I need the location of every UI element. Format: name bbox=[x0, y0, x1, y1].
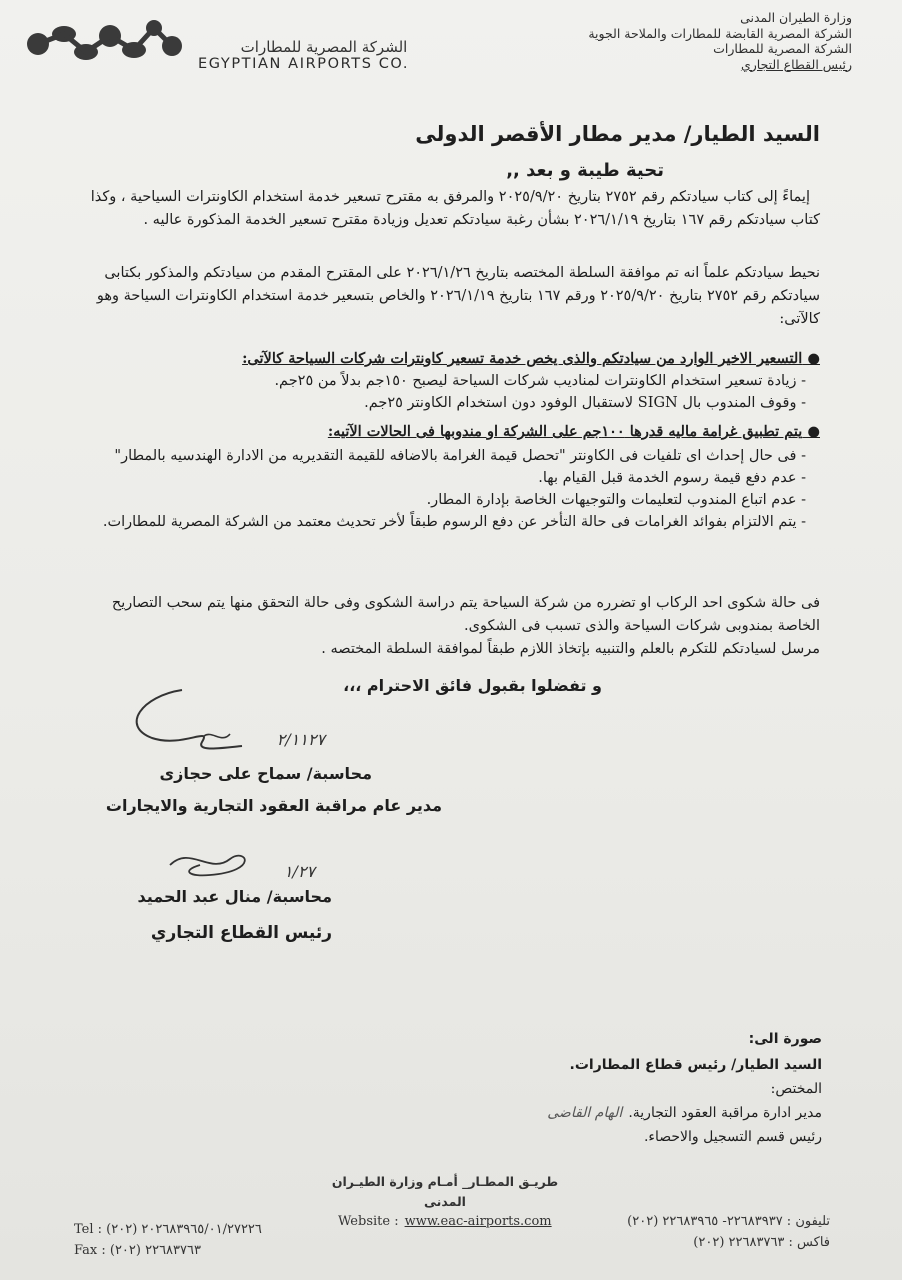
signatory-name: محاسبة/ سماح على حجازى bbox=[159, 764, 372, 783]
egyptian-airports-logo-icon bbox=[26, 14, 186, 66]
bullet-heading-pricing: ● التسعير الاخير الوارد من سيادتكم والذى يخص خدمة تسعير كاونترات شركات السياحة كالآتى: bbox=[242, 350, 820, 367]
header-line: رئيس القطاع التجاري bbox=[740, 56, 852, 72]
logo-english-text: EGYPTIAN AIRPORTS CO. bbox=[198, 56, 410, 72]
list-item: - عدم اتباع المندوب لتعليمات والتوجيهات الخاصة بإدارة المطار. bbox=[426, 492, 806, 508]
footer-phone-arabic: تليفون : ٢٢٦٨٣٩٣٧- ٢٢٦٨٣٩٦٥ (٢٠٢) bbox=[627, 1214, 830, 1229]
signatory-title: مدير عام مراقبة العقود التجارية والايجارات bbox=[105, 796, 442, 815]
website-link[interactable]: www.eac-airports.com bbox=[404, 1214, 552, 1229]
pricing-list bbox=[86, 370, 806, 414]
addressee: السيد الطيار/ مدير مطار الأقصر الدولى bbox=[415, 122, 820, 146]
signature-date: ١/٢٧ bbox=[283, 862, 315, 881]
header-authority-block bbox=[522, 10, 852, 72]
copy-recipient: مدير ادارة مراقبة العقود التجارية.الهام القاضى bbox=[547, 1105, 822, 1121]
header-line: وزارة الطيران المدنى bbox=[740, 10, 852, 25]
header-line: الشركة المصرية القابضة للمطارات والملاحة الجوية bbox=[588, 25, 852, 41]
copies-label: صورة الى: bbox=[748, 1031, 822, 1047]
list-item: - زيادة تسعير استخدام الكاونترات لمناديب شركات السياحة ليصبح ١٥٠جم بدلاً من ٢٥جم. bbox=[274, 373, 806, 389]
footer-website: Website : www.eac-airports.com bbox=[338, 1214, 552, 1229]
logo-arabic-text: الشركة المصرية للمطارات bbox=[240, 38, 408, 56]
greeting: تحية طيبة و بعد ,, bbox=[506, 160, 664, 181]
list-item: - فى حال إحداث اى تلفيات فى الكاونتر "تحصل قيمة الغرامة بالاضافه للقيمة التقديريه من الادارة الهندسيه بالمطار" bbox=[114, 448, 806, 464]
signature-date: ٢/١١٢٧ bbox=[276, 730, 325, 749]
list-item: - عدم دفع قيمة رسوم الخدمة قبل القيام بها. bbox=[538, 470, 806, 486]
complaints-text: فى حالة شكوى احد الركاب او تضرره من شركة السياحة يتم دراسة الشكوى وفى حالة التحقق منها يتم سحب التصاريح الخاصة بمندوبى شركات السياحة والذى تسبب فى الشكوى. bbox=[111, 595, 820, 634]
handwritten-note: الهام القاضى bbox=[547, 1105, 623, 1121]
paragraph-complaints bbox=[75, 592, 820, 661]
paragraph-reference: إيماءً إلى كتاب سيادتكم رقم ٢٧٥٢ بتاريخ ٢٠٢٥/٩/٢٠ والمرفق به مقترح تسعير خدمة استخدام الكاونترات السياحية ، وكذا كتاب سيادتكم رقم ١٦٧ بتاريخ ٢٠٢٦/١/١٩ بشأن رغبة سيادتكم تعديل وزيادة مقترح تسعير الخدمة المذكورة عاليه . bbox=[90, 189, 820, 228]
paragraph-approval: نحيط سيادتكم علماً انه تم موافقة السلطة المختصه بتاريخ ٢٠٢٦/١/٢٦ على المقترح المقدم من سيادتكم والمذكور بكتابى سيادتكم رقم ٢٧٥٢ بتاريخ ٢٠٢٥/٩/٢٠ ورقم ١٦٧ بتاريخ ٢٠٢٦/١/١٩ والخاص بتسعير خدمة استخدام الكاونترات السياحة وهو كالآتى: bbox=[96, 265, 820, 327]
footer-address: طريـق المطـار_ أمـام وزارة الطيـران المدنى bbox=[331, 1174, 559, 1209]
footer-phone-english: Tel : (٢٠٢) ٢٠٢٦٨٣٩٦٥/٠١/٢٧٢٢٦ bbox=[74, 1222, 262, 1237]
signature-scribble-icon bbox=[112, 686, 332, 766]
bullet-heading-fines: ● يتم تطبيق غرامة ماليه قدرها ١٠٠جم على الشركة او مندوبها فى الحالات الآتيه: bbox=[327, 423, 820, 440]
copy-recipient: رئيس قسم التسجيل والاحصاء. bbox=[643, 1129, 822, 1145]
signatory-title: رئيس القطاع التجاري bbox=[150, 923, 332, 943]
notice-text: مرسل لسيادتكم للتكرم بالعلم والتنبيه بإتخاذ اللازم طبقاً لموافقة السلطة المختصه . bbox=[321, 641, 820, 657]
list-item: - وقوف المندوب بال SIGN لاستقبال الوفود دون استخدام الكاونتر ٢٥جم. bbox=[364, 395, 806, 411]
list-item: - يتم الالتزام بفوائد الغرامات فى حالة التأخر عن دفع الرسوم طبقاً لأخر تحديث معتمد من الشركة المصرية للمطارات. bbox=[102, 514, 806, 530]
footer-fax-english: Fax : (٢٠٢) ٢٢٦٨٣٧٦٣ bbox=[74, 1243, 201, 1258]
signatory-name: محاسبة/ منال عبد الحميد bbox=[137, 887, 332, 906]
closing-salutation: و تفضلوا بقبول فائق الاحترام ،،، bbox=[343, 676, 602, 695]
copy-recipient: السيد الطيار/ رئيس قطاع المطارات. bbox=[569, 1057, 822, 1073]
copy-recipient: المختص: bbox=[770, 1081, 822, 1097]
footer-fax-arabic: فاكس : ٢٢٦٨٣٧٦٣ (٢٠٢) bbox=[693, 1235, 830, 1250]
header-line: الشركة المصرية للمطارات bbox=[713, 41, 852, 56]
fines-list bbox=[86, 445, 806, 533]
